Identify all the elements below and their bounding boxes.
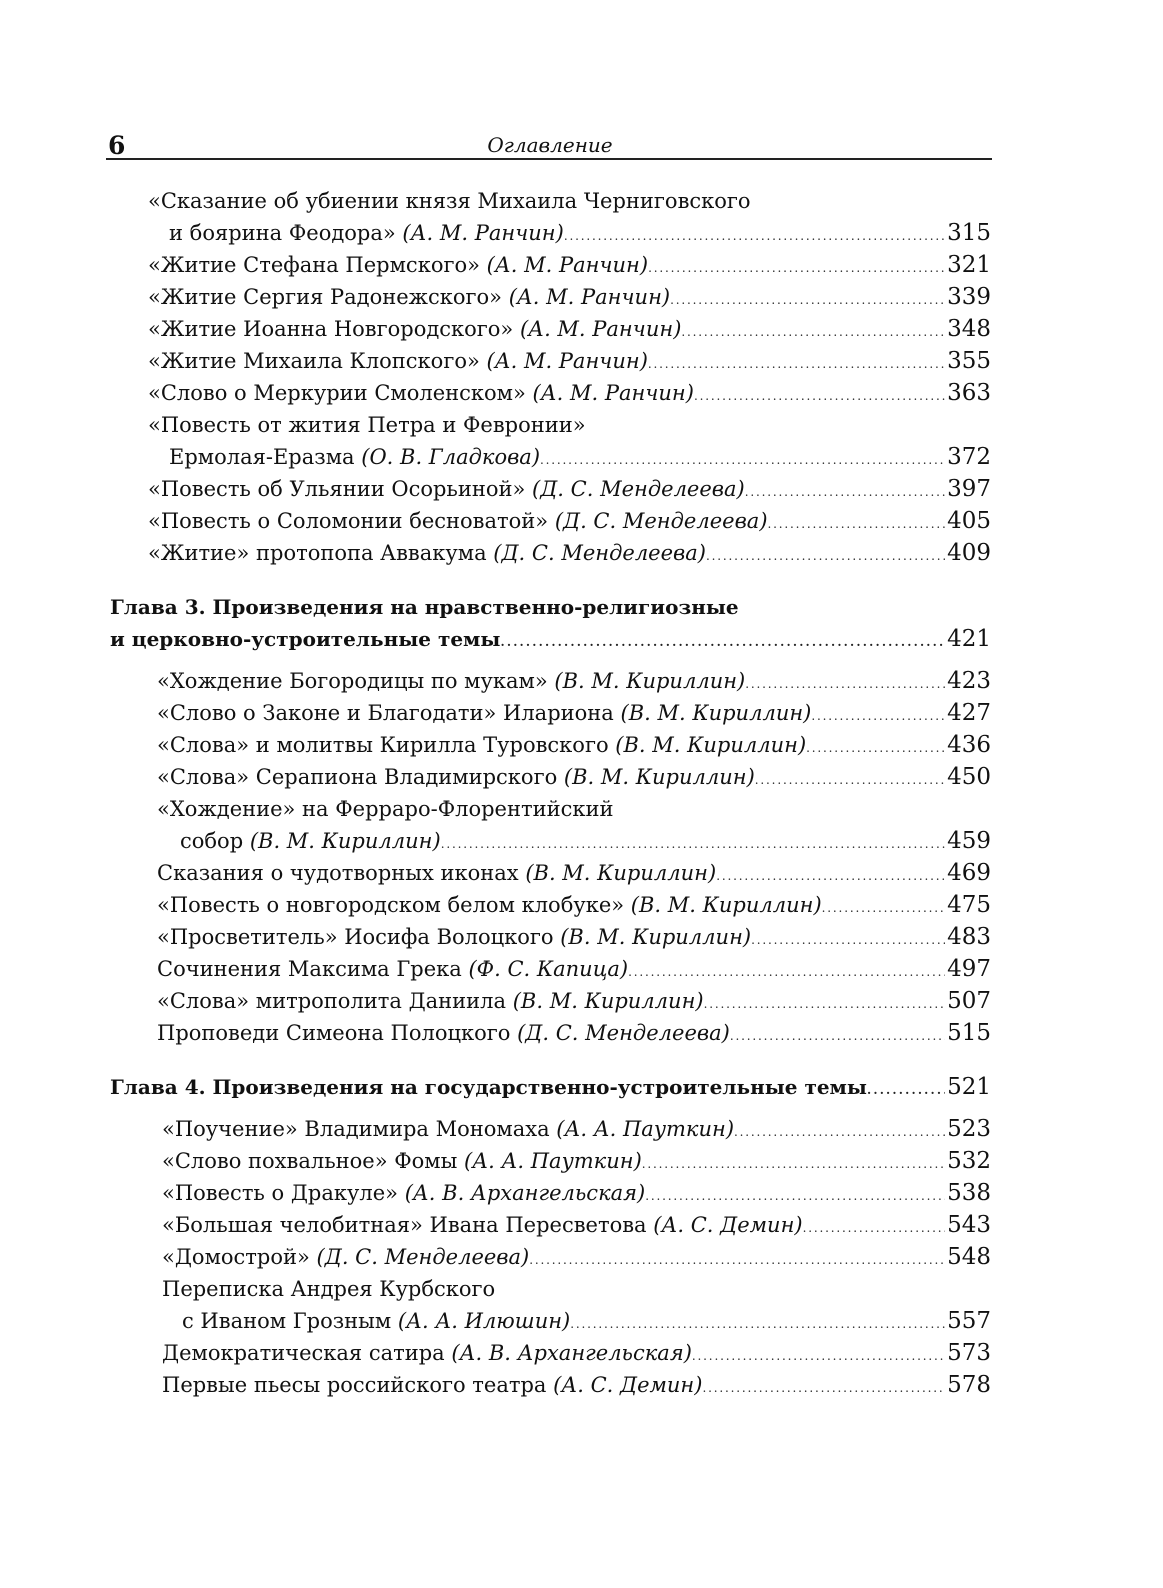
toc-title	[180, 825, 441, 857]
toc-title-text: «Большая челобитная» Ивана Пересветова	[162, 1213, 647, 1237]
toc-leader-dots	[822, 889, 945, 921]
toc-line	[0, 409, 991, 441]
toc-page-number: 315	[947, 220, 991, 246]
toc-title-text: «Слово похвальное» Фомы	[162, 1149, 458, 1173]
toc-entry[interactable]	[0, 665, 1163, 697]
toc-page-number: 543	[947, 1212, 991, 1238]
toc-title-text: «Сказание об убиении князя Михаила Черниговского	[148, 189, 751, 213]
toc-entry[interactable]	[0, 793, 1163, 857]
toc-leader-dots	[745, 665, 945, 697]
toc-title	[157, 729, 806, 761]
toc-author: (В. М. Кириллин)	[630, 893, 822, 917]
toc-author: (В. М. Кириллин)	[563, 765, 755, 789]
toc-title	[157, 889, 822, 921]
toc-title-text: Демократическая сатира	[162, 1341, 445, 1365]
toc-entry[interactable]	[0, 1273, 1163, 1337]
toc-author: (Ф. С. Капица)	[468, 957, 629, 981]
toc-page-number: 515	[947, 1020, 991, 1046]
toc-title-text: Ермолая-Еразма	[169, 445, 355, 469]
toc-author: (Д. С. Менделеева)	[532, 477, 745, 501]
toc-page-number: 397	[947, 476, 991, 502]
toc-block-chapter-4	[0, 1113, 1163, 1401]
toc-title	[157, 1017, 730, 1049]
toc-entry[interactable]	[0, 1113, 1163, 1145]
toc-title	[162, 1369, 702, 1401]
toc-leader-dots	[745, 473, 945, 505]
toc-page-number: 483	[947, 924, 991, 950]
toc-line	[0, 1113, 991, 1145]
toc-title	[148, 281, 670, 313]
toc-title-text: «Домострой»	[162, 1245, 310, 1269]
toc-author: (В. М. Кириллин)	[615, 733, 807, 757]
toc-leader-dots	[751, 921, 945, 953]
toc-line	[0, 1071, 991, 1103]
toc-line	[0, 665, 991, 697]
toc-entry[interactable]	[0, 249, 1163, 281]
toc-title	[157, 857, 716, 889]
toc-leader-dots	[811, 697, 945, 729]
toc-line	[0, 1177, 991, 1209]
toc-page-number: 436	[947, 732, 991, 758]
toc-line	[0, 217, 991, 249]
toc-page-number: 578	[947, 1372, 991, 1398]
toc-title-text: «Повесть о новгородском белом клобуке»	[157, 893, 625, 917]
toc-page-number: 507	[947, 988, 991, 1014]
toc-title	[110, 1071, 867, 1103]
toc-title-text: Переписка Андрея Курбского	[162, 1277, 496, 1301]
toc-entry[interactable]	[0, 953, 1163, 985]
toc-title-text: «Житие Михаила Клопского»	[148, 349, 480, 373]
toc-title-text: Сказания о чудотворных иконах	[157, 861, 519, 885]
toc-title-text: «Слово о Законе и Благодати» Илариона	[157, 701, 614, 725]
table-of-contents	[0, 185, 1163, 1401]
toc-title	[162, 1241, 529, 1273]
toc-leader-dots	[500, 623, 945, 655]
toc-title-text: «Житие Иоанна Новгородского»	[148, 317, 514, 341]
toc-title	[148, 345, 648, 377]
toc-entry[interactable]	[0, 313, 1163, 345]
toc-leader-dots	[692, 1337, 945, 1369]
toc-page-number: 459	[947, 828, 991, 854]
toc-author: (А. В. Архангельская)	[451, 1341, 692, 1365]
toc-line	[0, 889, 991, 921]
toc-line	[0, 377, 991, 409]
toc-leader-dots	[806, 729, 945, 761]
toc-leader-dots	[540, 441, 945, 473]
header-rule	[106, 158, 992, 160]
toc-line	[0, 1337, 991, 1369]
toc-page-number: 521	[947, 1074, 991, 1100]
toc-title	[169, 217, 564, 249]
toc-title-text: «Слово о Меркурии Смоленском»	[148, 381, 526, 405]
toc-title	[162, 1337, 692, 1369]
toc-title	[148, 185, 751, 217]
toc-title-text: «Повесть об Ульянии Осорьиной»	[148, 477, 526, 501]
toc-title	[148, 537, 706, 569]
toc-entry[interactable]	[0, 377, 1163, 409]
toc-line	[0, 1369, 991, 1401]
toc-author: (В. М. Кириллин)	[554, 669, 746, 693]
toc-page-number: 355	[947, 348, 991, 374]
toc-leader-dots	[803, 1209, 945, 1241]
toc-title-text: Глава 3. Произведения на нравственно-религиозные	[110, 595, 739, 619]
toc-author: (А. М. Ранчин)	[486, 349, 648, 373]
toc-leader-dots	[768, 505, 946, 537]
toc-leader-dots	[734, 1113, 945, 1145]
toc-author: (А. М. Ранчин)	[508, 285, 671, 309]
toc-author: (А. М. Ранчин)	[532, 381, 694, 405]
toc-title	[182, 1305, 570, 1337]
toc-title	[157, 665, 745, 697]
toc-author: (А. С. Демин)	[553, 1373, 703, 1397]
toc-chapter-3-heading[interactable]	[0, 591, 1163, 655]
toc-title-text: «Житие Сергия Радонежского»	[148, 285, 503, 309]
toc-leader-dots	[694, 377, 945, 409]
toc-title-text: «Слова» Серапиона Владимирского	[157, 765, 558, 789]
toc-line	[0, 761, 991, 793]
toc-line	[0, 345, 991, 377]
toc-entry[interactable]	[0, 857, 1163, 889]
toc-title-text: «Слова» и молитвы Кирилла Туровского	[157, 733, 609, 757]
toc-title	[169, 441, 540, 473]
toc-line	[0, 1241, 991, 1273]
toc-page-number: 532	[947, 1148, 991, 1174]
toc-entry[interactable]	[0, 409, 1163, 473]
toc-author: (А. М. Ранчин)	[402, 221, 564, 245]
toc-author: (В. М. Кириллин)	[249, 829, 441, 853]
toc-title	[148, 249, 648, 281]
toc-line	[0, 1017, 991, 1049]
toc-title-text: собор	[180, 829, 244, 853]
toc-page-number: 409	[947, 540, 991, 566]
toc-author: (А. А. Илюшин)	[397, 1309, 571, 1333]
toc-page-number: 427	[947, 700, 991, 726]
running-title: Оглавление	[487, 133, 613, 157]
toc-leader-dots	[704, 985, 945, 1017]
toc-leader-dots	[648, 345, 945, 377]
toc-line	[0, 249, 991, 281]
toc-title	[157, 697, 811, 729]
toc-leader-dots	[681, 313, 945, 345]
toc-title-text: «Житие» протопопа Аввакума	[148, 541, 487, 565]
toc-page-number: 405	[947, 508, 991, 534]
toc-leader-dots	[670, 281, 945, 313]
toc-title-text: Глава 4. Произведения на государственно-устроительные темы	[110, 1075, 867, 1099]
toc-title-text: Сочинения Максима Грека	[157, 957, 462, 981]
toc-title	[157, 953, 628, 985]
toc-line	[0, 921, 991, 953]
toc-entry[interactable]	[0, 345, 1163, 377]
toc-leader-dots	[642, 1145, 945, 1177]
toc-author: (А. А. Пауткин)	[464, 1149, 642, 1173]
toc-author: (А. М. Ранчин)	[519, 317, 682, 341]
toc-title-text: «Хождение» на Ферраро-Флорентийский	[157, 797, 614, 821]
toc-page-number: 573	[947, 1340, 991, 1366]
toc-title	[110, 591, 739, 623]
toc-line	[0, 313, 991, 345]
toc-title	[162, 1177, 645, 1209]
toc-leader-dots	[730, 1017, 945, 1049]
toc-title-text: Проповеди Симеона Полоцкого	[157, 1021, 511, 1045]
toc-line	[0, 985, 991, 1017]
toc-page-number: 548	[947, 1244, 991, 1270]
toc-line	[0, 591, 991, 623]
toc-entry[interactable]	[0, 761, 1163, 793]
toc-entry[interactable]	[0, 1369, 1163, 1401]
toc-title-text: «Просветитель» Иосифа Волоцкого	[157, 925, 554, 949]
toc-leader-dots	[570, 1305, 945, 1337]
toc-page-number: 469	[947, 860, 991, 886]
toc-leader-dots	[441, 825, 945, 857]
toc-leader-dots	[648, 249, 945, 281]
toc-page-number: 450	[947, 764, 991, 790]
toc-title	[162, 1113, 734, 1145]
toc-author: (Д. С. Менделеева)	[517, 1021, 730, 1045]
toc-line	[0, 185, 991, 217]
toc-entry[interactable]	[0, 1017, 1163, 1049]
toc-title-text: «Слова» митрополита Даниила	[157, 989, 507, 1013]
toc-entry[interactable]	[0, 889, 1163, 921]
toc-author: (А. А. Пауткин)	[556, 1117, 735, 1141]
toc-line	[0, 953, 991, 985]
toc-title	[157, 793, 613, 825]
toc-title	[162, 1209, 803, 1241]
toc-title	[157, 921, 751, 953]
toc-title	[157, 985, 704, 1017]
toc-block-chapter-3	[0, 665, 1163, 1049]
toc-page-number: 497	[947, 956, 991, 982]
toc-entry[interactable]	[0, 1241, 1163, 1273]
toc-leader-dots	[645, 1177, 945, 1209]
toc-line	[0, 857, 991, 889]
toc-title-text: и церковно-устроительные темы	[110, 627, 501, 651]
toc-entry[interactable]	[0, 537, 1163, 569]
toc-block-chapter-2	[0, 185, 1163, 569]
toc-chapter-4-heading[interactable]	[0, 1071, 1163, 1103]
toc-author: (Д. С. Менделеева)	[554, 509, 768, 533]
toc-title-text: «Повесть от жития Петра и Февронии»	[148, 413, 586, 437]
toc-page-number: 321	[947, 252, 991, 278]
toc-line	[0, 441, 991, 473]
toc-title	[157, 761, 755, 793]
toc-author: (Д. С. Менделеева)	[493, 541, 706, 565]
toc-title-text: «Житие Стефана Пермского»	[148, 253, 480, 277]
toc-page-number: 557	[947, 1308, 991, 1334]
toc-page-number: 348	[947, 316, 991, 342]
toc-entry[interactable]	[0, 1209, 1163, 1241]
toc-author: (В. М. Кириллин)	[525, 861, 717, 885]
toc-entry[interactable]	[0, 1145, 1163, 1177]
toc-entry[interactable]	[0, 985, 1163, 1017]
toc-leader-dots	[564, 217, 945, 249]
toc-entry[interactable]	[0, 505, 1163, 537]
toc-entry[interactable]	[0, 729, 1163, 761]
toc-author: (В. М. Кириллин)	[620, 701, 812, 725]
toc-title-text: с Иваном Грозным	[182, 1309, 392, 1333]
toc-title	[162, 1273, 495, 1305]
toc-leader-dots	[628, 953, 945, 985]
toc-leader-dots	[529, 1241, 945, 1273]
toc-author: (Д. С. Менделеева)	[316, 1245, 530, 1269]
toc-author: (А. М. Ранчин)	[486, 253, 649, 277]
toc-line	[0, 537, 991, 569]
page-number: 6	[108, 131, 126, 160]
toc-leader-dots	[716, 857, 945, 889]
toc-entry[interactable]	[0, 473, 1163, 505]
toc-page-number: 538	[947, 1180, 991, 1206]
toc-page-number: 339	[947, 284, 991, 310]
toc-line	[0, 505, 991, 537]
toc-author: (А. С. Демин)	[653, 1213, 803, 1237]
toc-title	[148, 473, 745, 505]
toc-title	[110, 623, 500, 655]
toc-title-text: «Хождение Богородицы по мукам»	[157, 669, 548, 693]
toc-page-number: 421	[947, 626, 991, 652]
toc-title	[148, 377, 694, 409]
toc-title-text: «Поучение» Владимира Мономаха	[162, 1117, 550, 1141]
toc-line	[0, 1305, 991, 1337]
toc-line	[0, 729, 991, 761]
toc-line	[0, 473, 991, 505]
toc-title-text: «Повесть о Дракуле»	[162, 1181, 398, 1205]
toc-title-text: и боярина Феодора»	[169, 221, 396, 245]
toc-leader-dots	[755, 761, 945, 793]
toc-leader-dots	[702, 1369, 945, 1401]
toc-line	[0, 697, 991, 729]
toc-entry[interactable]	[0, 921, 1163, 953]
toc-author: (О. В. Гладкова)	[361, 445, 541, 469]
toc-page-number: 372	[947, 444, 991, 470]
toc-title-text: Первые пьесы российского театра	[162, 1373, 547, 1397]
toc-author: (В. М. Кириллин)	[560, 925, 752, 949]
toc-title	[148, 313, 681, 345]
toc-entry[interactable]	[0, 1177, 1163, 1209]
toc-line	[0, 1273, 991, 1305]
toc-line	[0, 793, 991, 825]
toc-entry[interactable]	[0, 1337, 1163, 1369]
toc-page-number: 475	[947, 892, 991, 918]
toc-author: (А. В. Архангельская)	[404, 1181, 646, 1205]
toc-line	[0, 1145, 991, 1177]
toc-title	[148, 505, 768, 537]
toc-page-number: 423	[947, 668, 991, 694]
toc-page-number: 363	[947, 380, 991, 406]
toc-line	[0, 825, 991, 857]
toc-title-text: «Повесть о Соломонии бесноватой»	[148, 509, 549, 533]
toc-entry[interactable]	[0, 697, 1163, 729]
toc-leader-dots	[867, 1071, 945, 1103]
toc-entry[interactable]	[0, 281, 1163, 313]
toc-page-number: 523	[947, 1116, 991, 1142]
toc-leader-dots	[706, 537, 945, 569]
toc-entry[interactable]	[0, 185, 1163, 249]
toc-line	[0, 281, 991, 313]
toc-line	[0, 1209, 991, 1241]
toc-title	[148, 409, 586, 441]
toc-title	[162, 1145, 642, 1177]
toc-author: (В. М. Кириллин)	[512, 989, 704, 1013]
toc-line	[0, 623, 991, 655]
